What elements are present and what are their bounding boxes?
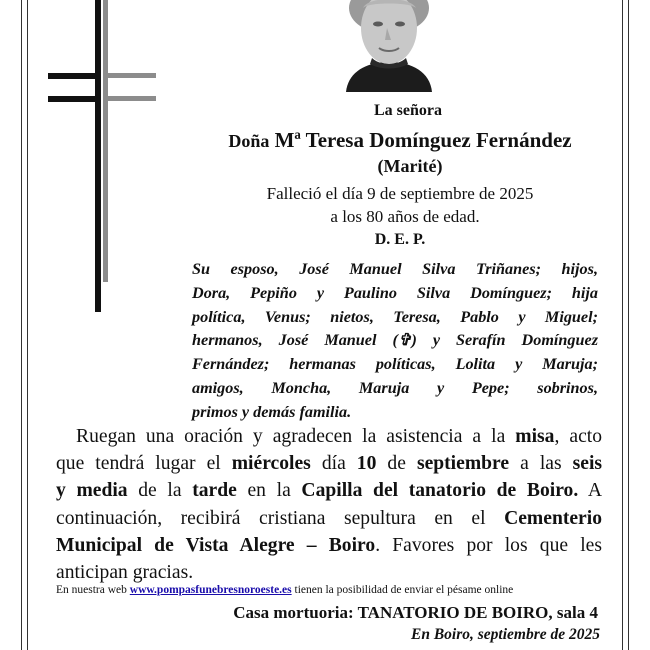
mass-line: Municipal de Vista Alegre – Boiro. Favores por los que les <box>56 534 602 556</box>
web-prefix: En nuestra web <box>56 584 130 596</box>
mass-line: anticipan gracias. <box>56 562 194 584</box>
family-line: Su esposo, José Manuel Silva Triñanes; hijos, <box>192 260 598 278</box>
portrait-photo <box>338 0 440 92</box>
rip-line: D. E. P. <box>374 231 426 248</box>
mass-paragraph <box>56 423 602 586</box>
deceased-name: Mª Teresa Domínguez Fernández <box>274 128 572 152</box>
deceased-name-line <box>185 128 615 153</box>
cross-arm-bottom-grey <box>108 96 156 101</box>
place-date-line: En Boiro, septiembre de 2025 <box>410 626 600 643</box>
cross-arm-bottom-dark <box>48 96 95 102</box>
cross-arm-top-grey <box>108 73 156 78</box>
deceased-nickname: (Marité) <box>377 156 443 176</box>
family-line: amigos, Moncha, Maruja y Pepe; sobrinos, <box>192 378 598 397</box>
family-paragraph <box>192 258 598 425</box>
mass-line: que tendrá lugar el miércoles día 10 de septiembre a las seis <box>56 453 603 475</box>
web-suffix: tienen la posibilidad de enviar el pésame online <box>291 584 514 596</box>
family-line: hermanos, José Manuel (✞) y Serafín Domínguez <box>192 331 598 350</box>
frame-right-inner-line <box>622 0 623 650</box>
frame-right-outer-line <box>628 0 629 650</box>
funeral-home-line: Casa mortuoria: TANATORIO DE BOIRO, sala 4 <box>233 603 598 622</box>
mass-line: continuación, recibirá cristiana sepultura en el Cementerio <box>56 507 602 529</box>
mass-line: y media de la tarde en la Capilla del tanatorio de Boiro. A <box>56 480 602 502</box>
family-line: primos y demás familia. <box>192 402 352 421</box>
cross-vertical-grey <box>103 0 108 282</box>
death-date-line: Falleció el día 9 de septiembre de 2025 <box>266 184 534 203</box>
cross-arm-top-dark <box>48 73 95 79</box>
family-line: política, Venus; nietos, Teresa, Pablo y Miguel; <box>192 307 598 326</box>
age-line: a los 80 años de edad. <box>330 207 480 226</box>
name-prefix: Doña <box>228 131 270 151</box>
honorific-label: La señora <box>374 102 442 119</box>
family-line: Dora, Pepiño y Paulino Silva Domínguez; hija <box>192 283 598 302</box>
frame-left-outer-line <box>21 0 22 650</box>
mass-line: Ruegan una oración y agradecen la asistencia a la misa, acto <box>76 426 603 447</box>
condolence-web-line <box>56 584 513 596</box>
frame-left-inner-line <box>27 0 28 650</box>
website-link[interactable]: www.pompasfunebresnoroeste.es <box>129 584 292 596</box>
cross-vertical-dark <box>95 0 101 312</box>
family-line: Fernández; hermanas políticas, Lolita y Maruja; <box>192 355 598 374</box>
